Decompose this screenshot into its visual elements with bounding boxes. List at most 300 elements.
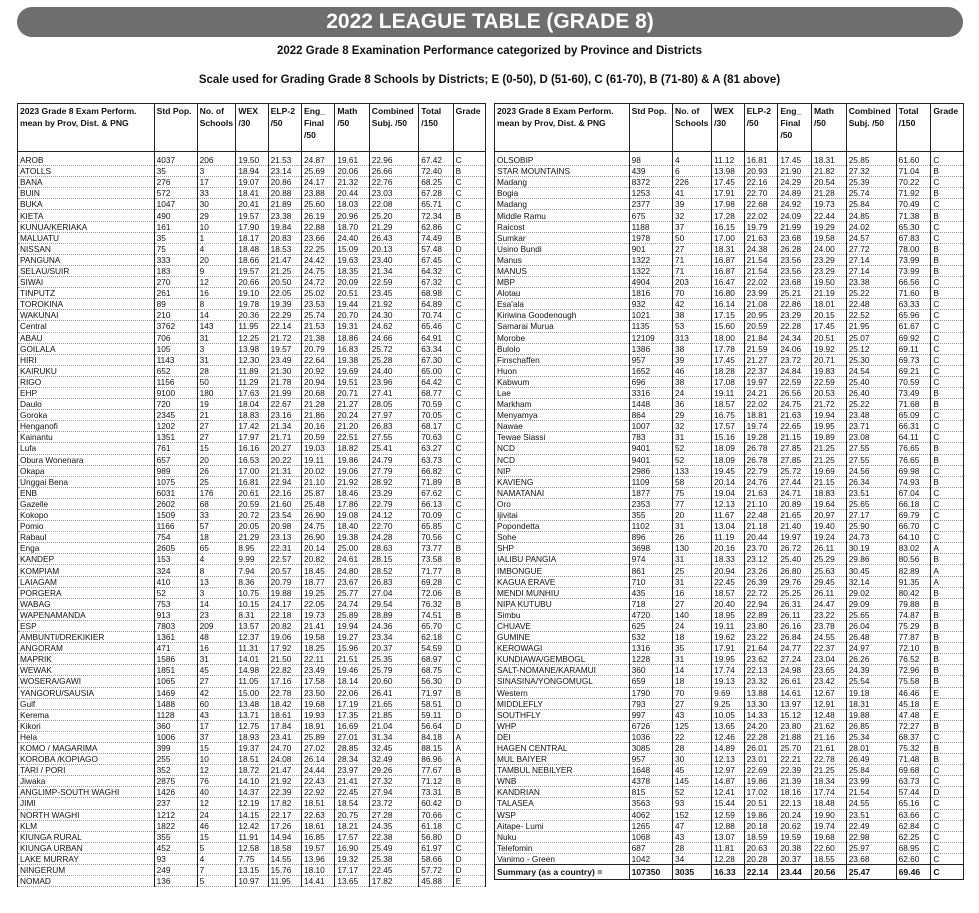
table-cell: C <box>931 354 964 365</box>
table-cell: C <box>453 199 485 210</box>
column-header: ELP-2 /50 <box>744 104 778 152</box>
table-cell: 25.20 <box>369 210 418 221</box>
table-cell: 61.18 <box>419 820 453 831</box>
column-header: Grade <box>931 104 964 152</box>
table-cell: 21.54 <box>846 787 896 798</box>
table-cell: C <box>453 365 485 376</box>
table-cell: 13.96 <box>301 853 334 864</box>
table-cell: 27 <box>673 598 712 609</box>
region-name-cell: Usino Bundi <box>495 243 630 254</box>
table-cell: 20 <box>197 254 236 265</box>
table-cell: 20.71 <box>335 387 369 398</box>
table-cell: 22.18 <box>268 609 301 620</box>
table-row <box>495 432 964 443</box>
table-cell: 13.65 <box>712 720 745 731</box>
table-cell: 18.34 <box>811 776 846 787</box>
table-cell: 313 <box>673 332 712 343</box>
table-cell: 3698 <box>629 543 672 554</box>
table-row <box>495 510 964 521</box>
table-cell: 29 <box>673 410 712 421</box>
table-cell: 21.28 <box>301 399 334 410</box>
table-cell: 74.49 <box>419 232 453 243</box>
table-cell: 26.49 <box>846 754 896 765</box>
table-cell: 68.25 <box>419 177 453 188</box>
table-cell: 18.53 <box>268 243 301 254</box>
table-cell: 64.11 <box>896 432 931 443</box>
table-cell: 17.45 <box>712 354 745 365</box>
table-cell: 22.45 <box>712 576 745 587</box>
table-cell: 7.94 <box>236 565 268 576</box>
table-cell: 10 <box>197 754 236 765</box>
table-cell: 237 <box>154 798 197 809</box>
region-name-cell: KAIRUKU <box>18 365 155 376</box>
table-cell: 27.97 <box>369 410 418 421</box>
table-cell: 25.74 <box>846 188 896 199</box>
table-cell: 17 <box>197 177 236 188</box>
table-cell: 21.99 <box>268 387 301 398</box>
table-cell: 276 <box>154 177 197 188</box>
table-cell: 16.80 <box>712 288 745 299</box>
table-cell: 20.89 <box>778 498 812 509</box>
table-cell: 12.37 <box>236 632 268 643</box>
table-row <box>495 354 964 365</box>
table-cell: 22.38 <box>369 831 418 842</box>
table-cell: 91.35 <box>896 576 931 587</box>
table-cell: 18.31 <box>846 698 896 709</box>
table-cell: 60 <box>197 698 236 709</box>
table-row <box>18 498 486 509</box>
table-cell: 19.83 <box>811 365 846 376</box>
table-cell: 1102 <box>629 521 672 532</box>
table-cell: 22.31 <box>268 543 301 554</box>
table-row <box>495 487 964 498</box>
table-cell: 9100 <box>154 387 197 398</box>
table-cell: 21.27 <box>744 354 778 365</box>
region-name-cell: IMBONGUE <box>495 565 630 576</box>
table-cell: 32.45 <box>369 742 418 753</box>
table-cell: 24.55 <box>811 632 846 643</box>
table-cell: 12.42 <box>236 820 268 831</box>
table-cell: 11.81 <box>712 842 745 853</box>
table-cell: 22.21 <box>778 754 812 765</box>
table-cell: 1586 <box>154 654 197 665</box>
table-cell: B <box>931 620 964 631</box>
table-cell: 25.00 <box>335 543 369 554</box>
table-row <box>495 177 964 188</box>
table-cell: 19.57 <box>268 343 301 354</box>
table-cell: 1188 <box>629 221 672 232</box>
table-cell: 22.28 <box>778 321 812 332</box>
table-cell: 76 <box>197 776 236 787</box>
table-cell: 19.90 <box>811 809 846 820</box>
table-cell: 28.34 <box>335 754 369 765</box>
table-cell: B <box>931 587 964 598</box>
table-cell: 23.62 <box>744 654 778 665</box>
table-row <box>495 853 964 864</box>
table-cell: 105 <box>154 343 197 354</box>
region-name-cell: Nuku <box>495 831 630 842</box>
region-name-cell: Enga <box>18 543 155 554</box>
table-cell: 26.90 <box>301 510 334 521</box>
table-cell: 43 <box>197 709 236 720</box>
table-cell: 23.08 <box>846 432 896 443</box>
table-cell: 21.16 <box>811 731 846 742</box>
table-cell: 355 <box>154 831 197 842</box>
table-cell: 25.65 <box>846 609 896 620</box>
table-cell: 71.68 <box>896 399 931 410</box>
table-cell: 21.78 <box>268 376 301 387</box>
table-cell: 24.87 <box>301 152 334 166</box>
table-cell: 8 <box>197 565 236 576</box>
table-cell: C <box>453 188 485 199</box>
table-row <box>495 498 964 509</box>
table-cell: 28.85 <box>335 742 369 753</box>
table-cell: 14.33 <box>744 709 778 720</box>
table-cell: 24.85 <box>846 210 896 221</box>
table-cell: 23.34 <box>369 632 418 643</box>
table-cell: 21 <box>197 410 236 421</box>
table-cell: 20.72 <box>236 510 268 521</box>
table-cell: 22.02 <box>744 399 778 410</box>
table-cell: 25.60 <box>301 199 334 210</box>
table-cell: 12.41 <box>712 787 745 798</box>
table-cell: 27.32 <box>369 776 418 787</box>
table-cell: 20.86 <box>268 177 301 188</box>
table-cell: 14.61 <box>778 687 812 698</box>
table-cell: C <box>453 254 485 265</box>
column-header: No. of Schools <box>197 104 236 152</box>
table-cell: 19.68 <box>811 831 846 842</box>
table-cell: 65.46 <box>419 321 453 332</box>
table-cell: 26.11 <box>811 543 846 554</box>
table-cell: 29.09 <box>846 598 896 609</box>
table-row <box>18 532 486 543</box>
region-name-cell: Nawae <box>495 421 630 432</box>
table-row <box>495 676 964 687</box>
table-cell: 58 <box>673 476 712 487</box>
table-cell: D <box>453 865 485 876</box>
table-cell: 19.10 <box>236 288 268 299</box>
table-row <box>18 454 486 465</box>
table-row <box>495 310 964 321</box>
table-cell: 249 <box>154 865 197 876</box>
table-cell: 2875 <box>154 776 197 787</box>
table-cell: 20.37 <box>369 643 418 654</box>
table-cell: 19.86 <box>335 454 369 465</box>
table-cell: C <box>453 265 485 276</box>
table-cell: 23.80 <box>778 720 812 731</box>
region-name-cell: KUNDIAWA/GEMBOGL <box>495 654 630 665</box>
table-cell: 73.99 <box>896 254 931 265</box>
region-name-cell: Vanimo - Green <box>495 853 630 864</box>
region-name-cell: Central <box>18 321 155 332</box>
table-cell: 1822 <box>154 820 197 831</box>
table-cell: 17.57 <box>712 421 745 432</box>
column-header: Total /150 <box>896 104 931 152</box>
table-cell: 26.61 <box>778 676 812 687</box>
table-cell: 22.37 <box>811 643 846 654</box>
table-cell: 25 <box>673 565 712 576</box>
table-cell: B <box>931 476 964 487</box>
table-cell: 19.28 <box>744 432 778 443</box>
table-cell: 125 <box>673 720 712 731</box>
subtitle: 2022 Grade 8 Examination Performance categorized by Province and Districts <box>276 45 703 57</box>
table-cell: 21.10 <box>301 476 334 487</box>
table-cell: 17.16 <box>268 676 301 687</box>
table-cell: D <box>453 831 485 842</box>
table-cell: 19.44 <box>335 299 369 310</box>
table-cell: 21.72 <box>268 332 301 343</box>
table-cell: 35 <box>673 643 712 654</box>
table-cell: B <box>931 654 964 665</box>
table-cell: 65.09 <box>896 410 931 421</box>
table-cell: 2345 <box>154 410 197 421</box>
region-name-cell: TOROKINA <box>18 299 155 310</box>
table-row <box>495 698 964 709</box>
table-cell: 17.57 <box>335 831 369 842</box>
table-cell: 20.71 <box>811 354 846 365</box>
table-cell: 16.81 <box>744 152 778 166</box>
table-row <box>18 199 486 210</box>
table-cell: 31 <box>673 432 712 443</box>
table-cell: 21.53 <box>301 321 334 332</box>
table-cell: C <box>453 809 485 820</box>
table-cell: 17.45 <box>811 321 846 332</box>
table-row <box>18 754 486 765</box>
table-cell: 8372 <box>629 177 672 188</box>
table-cell: 19 <box>197 399 236 410</box>
table-cell: 23.42 <box>811 676 846 687</box>
table-cell: 72.10 <box>896 643 931 654</box>
table-cell: 19.73 <box>301 609 334 620</box>
table-cell: 27.41 <box>369 387 418 398</box>
table-cell: 20.24 <box>335 410 369 421</box>
table-cell: 20.70 <box>335 310 369 321</box>
table-cell: 21.29 <box>369 221 418 232</box>
table-cell: 20.51 <box>335 288 369 299</box>
table-cell: 20.94 <box>301 376 334 387</box>
table-row <box>18 731 486 742</box>
column-header: Total /150 <box>419 104 453 152</box>
table-cell: C <box>453 376 485 387</box>
table-cell: 15 <box>197 443 236 454</box>
table-cell: 13.88 <box>744 687 778 698</box>
table-cell: 19.39 <box>268 299 301 310</box>
table-row <box>18 676 486 687</box>
table-cell: 93 <box>154 853 197 864</box>
table-cell: 18.21 <box>335 820 369 831</box>
table-cell: 24.29 <box>778 177 812 188</box>
table-cell: 24.92 <box>778 199 812 210</box>
table-cell: 13.04 <box>712 521 745 532</box>
table-cell: 22.37 <box>744 365 778 376</box>
table-cell: 4378 <box>629 776 672 787</box>
table-cell: 17.97 <box>236 432 268 443</box>
table-cell: 8 <box>197 299 236 310</box>
table-cell: 4 <box>197 853 236 864</box>
table-cell: 3316 <box>629 387 672 398</box>
table-cell: 19.07 <box>236 177 268 188</box>
table-cell: 19.13 <box>712 676 745 687</box>
table-cell: 21.28 <box>811 188 846 199</box>
table-cell: 80.56 <box>896 554 931 565</box>
table-cell: C <box>931 277 964 288</box>
table-cell: 21.54 <box>744 265 778 276</box>
table-cell: 68.97 <box>419 654 453 665</box>
table-cell: 27.24 <box>778 654 812 665</box>
table-cell: E <box>931 709 964 720</box>
table-row <box>495 387 964 398</box>
table-cell: 32.14 <box>846 576 896 587</box>
region-name-cell: KANDRIAN <box>495 787 630 798</box>
table-cell: 1135 <box>629 321 672 332</box>
table-cell: 21.31 <box>268 465 301 476</box>
table-cell: 754 <box>154 532 197 543</box>
table-cell: 23.03 <box>369 188 418 199</box>
table-cell: B <box>931 643 964 654</box>
table-cell: 1322 <box>629 265 672 276</box>
table-cell: B <box>453 166 485 177</box>
table-cell: 11.95 <box>268 876 301 887</box>
region-name-cell: STAR MOUNTAINS <box>495 166 630 177</box>
table-cell: C <box>931 731 964 742</box>
region-name-cell: RIGO <box>18 376 155 387</box>
table-cell: 23.38 <box>268 210 301 221</box>
table-cell: 24.77 <box>778 643 812 654</box>
table-cell: 22.44 <box>811 210 846 221</box>
column-header: Std Pop. <box>629 104 672 152</box>
table-cell: B <box>453 543 485 554</box>
table-cell: 16.53 <box>236 454 268 465</box>
region-name-cell: TALASEA <box>495 798 630 809</box>
table-cell: 68.98 <box>419 288 453 299</box>
table-cell: C <box>453 487 485 498</box>
table-cell: B <box>931 665 964 676</box>
table-cell: 18.28 <box>712 365 745 376</box>
table-cell: 16 <box>197 288 236 299</box>
table-cell: 20.41 <box>236 199 268 210</box>
table-cell: 22.45 <box>369 865 418 876</box>
table-cell: 22.08 <box>369 199 418 210</box>
table-cell: 21.71 <box>268 432 301 443</box>
table-cell: 80.42 <box>896 587 931 598</box>
table-cell: 27 <box>673 243 712 254</box>
table-cell: 261 <box>154 288 197 299</box>
table-cell: 27 <box>673 698 712 709</box>
table-cell: 7 <box>197 865 236 876</box>
table-cell: 27.01 <box>335 731 369 742</box>
table-cell: 68 <box>197 498 236 509</box>
table-cell: 22.48 <box>846 299 896 310</box>
region-name-cell: HAGEN CENTRAL <box>495 742 630 753</box>
table-cell: 22.39 <box>778 765 812 776</box>
table-cell: 25.30 <box>846 354 896 365</box>
table-cell: 17.00 <box>236 465 268 476</box>
region-name-cell: GUMINE <box>495 632 630 643</box>
table-row <box>18 221 486 232</box>
table-cell: D <box>453 643 485 654</box>
table-cell: 25.12 <box>846 343 896 354</box>
table-cell: 22.64 <box>301 354 334 365</box>
table-cell: 24.97 <box>846 643 896 654</box>
table-cell: C <box>931 410 964 421</box>
table-row <box>495 254 964 265</box>
table-cell: 21.19 <box>811 288 846 299</box>
table-cell: 62.18 <box>419 632 453 643</box>
table-cell: 20.51 <box>811 332 846 343</box>
table-cell: 19.79 <box>744 221 778 232</box>
table-cell: C <box>931 521 964 532</box>
region-name-cell: Raicost <box>495 221 630 232</box>
table-cell: 14.15 <box>236 809 268 820</box>
table-cell: 24.47 <box>811 598 846 609</box>
table-row <box>18 598 486 609</box>
table-cell: 209 <box>197 620 236 631</box>
region-name-cell: ESP <box>18 620 155 631</box>
table-cell: 1816 <box>629 288 672 299</box>
table-cell: 27 <box>197 421 236 432</box>
table-cell: 13.97 <box>778 698 812 709</box>
table-cell: 32 <box>673 421 712 432</box>
table-cell: 77 <box>673 498 712 509</box>
table-cell: 21.92 <box>369 299 418 310</box>
table-cell: C <box>453 443 485 454</box>
table-row <box>18 853 486 864</box>
table-cell: 18.16 <box>778 787 812 798</box>
table-cell: 22.05 <box>301 598 334 609</box>
table-cell: 7.75 <box>236 853 268 864</box>
table-cell: 22.52 <box>846 310 896 321</box>
table-cell: 793 <box>629 698 672 709</box>
table-cell: 65.85 <box>419 521 453 532</box>
table-cell: 12.13 <box>712 754 745 765</box>
table-cell: 13.30 <box>744 698 778 709</box>
table-cell: 66.82 <box>419 465 453 476</box>
table-cell: 1488 <box>154 698 197 709</box>
table-cell: 73.99 <box>896 265 931 276</box>
table-cell: 21.95 <box>846 321 896 332</box>
region-name-cell: MUL BAIYER <box>495 754 630 765</box>
table-cell: 11.91 <box>236 831 268 842</box>
region-name-cell: TAMBUL NEBILYER <box>495 765 630 776</box>
region-name-cell: Kiriwina Goodenough <box>495 310 630 321</box>
table-cell: 79.88 <box>896 598 931 609</box>
table-cell: 20.82 <box>268 620 301 631</box>
table-cell: 28.92 <box>369 476 418 487</box>
table-cell: 25.21 <box>778 288 812 299</box>
table-cell: 27.14 <box>846 254 896 265</box>
table-cell: 23.66 <box>301 232 334 243</box>
table-cell: 27.04 <box>369 587 418 598</box>
table-row <box>495 809 964 820</box>
region-name-cell: WSP <box>495 809 630 820</box>
table-cell: 70 <box>673 687 712 698</box>
region-name-cell: SELAU/SUIR <box>18 265 155 276</box>
table-cell: 572 <box>154 188 197 199</box>
table-cell: C <box>931 232 964 243</box>
region-name-cell: Hela <box>18 731 155 742</box>
table-cell: 29.54 <box>369 598 418 609</box>
table-cell: 11.89 <box>236 365 268 376</box>
table-cell: 46 <box>673 365 712 376</box>
table-cell: 21.54 <box>744 254 778 265</box>
table-cell: 19.11 <box>301 454 334 465</box>
table-cell: 24.57 <box>846 232 896 243</box>
table-row <box>18 587 486 598</box>
table-cell: 71.04 <box>896 166 931 177</box>
region-name-cell: WEWAK <box>18 665 155 676</box>
table-cell: 24.17 <box>268 598 301 609</box>
